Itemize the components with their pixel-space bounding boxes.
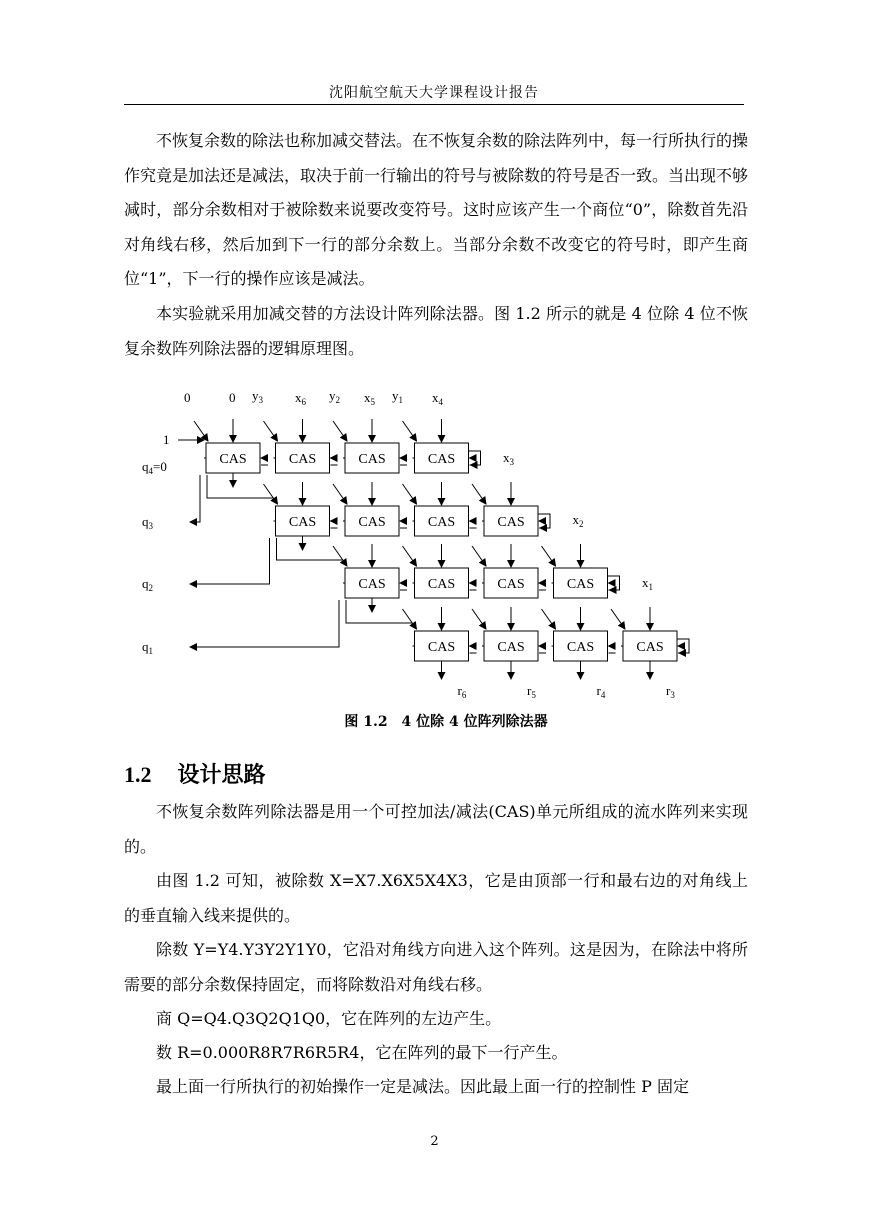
divisor-diagonal-in [611,609,625,629]
top-input-label: $y_3$ [252,388,263,405]
top-input-label: $x_4$ [432,390,443,407]
section-number: 1.2 [124,762,152,787]
top-input-label: $x_6$ [295,390,306,407]
quotient-label: $q_2$ [142,576,153,593]
divisor-diagonal-in [542,609,556,629]
divisor-diagonal-in [403,484,417,504]
quotient-label: $q_1$ [142,639,153,656]
row-input-label: $x_1$ [642,575,653,592]
cas-cell-label: CAS [427,640,456,655]
top-input-label: $y_2$ [329,388,340,405]
quotient-out [190,475,200,522]
remainder-label: $r_4$ [596,683,606,700]
header-rule [124,104,744,105]
cas-cell-label: CAS [566,640,595,655]
row-input-label: $x_3$ [503,450,514,467]
page-header: 沈阳航空航天大学课程设计报告 [329,85,539,101]
row-input-label: $x_2$ [572,512,584,529]
divisor-diagonal-in [194,421,208,441]
cas-cell-label: CAS [566,577,595,592]
cas-cell-label: CAS [358,452,386,467]
paragraph-7: 数 R=0.000R8R7R6R5R4，它在阵列的最下一行产生。 [156,1043,568,1062]
top-input-label: $x_5$ [364,390,375,407]
figure-caption: 图 1.2 4 位除 4 位阵列除法器 [344,714,548,730]
remainder-label: $r_3$ [666,683,675,700]
quotient-label: $q_4=0$ [142,459,167,476]
divisor-diagonal-in [472,609,486,629]
paragraph-2: 本实验就采用加减交替的方法设计阵列除法器。图 1.2 所示的就是 4 位除 4 位不恢复余数阵列除法器的逻辑原理图。 [124,304,748,358]
top-input-label: 0 [184,390,191,405]
cas-cell-label: CAS [219,452,247,467]
page-number: 2 [430,1134,439,1149]
divisor-diagonal-in [333,484,347,504]
cas-cell-label: CAS [288,452,317,467]
divisor-diagonal-in [264,484,278,504]
divisor-diagonal-in [403,609,417,629]
cas-cell-label: CAS [358,515,386,530]
divisor-diagonal-in [333,546,347,566]
cas-cell-label: CAS [427,577,456,592]
divider-array-diagram [0,380,869,700]
cas-cell-label: CAS [427,452,456,467]
quotient-out [190,600,339,647]
paragraph-5: 除数 Y=Y4.Y3Y2Y1Y0，它沿对角线方向进入这个阵列。这是因为，在除法中将所需要的部分余数保持固定，而将除数沿对角线右移。 [124,940,748,994]
paragraph-8: 最上面一行所执行的初始操作一定是减法。因此最上面一行的控制性 P 固定 [156,1077,689,1096]
divisor-diagonal-in [333,421,347,441]
remainder-label: $r_5$ [527,683,536,700]
cas-cell-label: CAS [636,640,664,655]
section-heading [124,758,266,789]
divisor-diagonal-in [472,484,486,504]
cas-cell-label: CAS [497,577,525,592]
quotient-out [190,538,270,584]
top-input-label: $y_1$ [392,388,403,405]
remainder-label: $r_6$ [457,683,467,700]
cas-cell-label: CAS [427,515,456,530]
cas-cell-label: CAS [497,640,525,655]
divisor-diagonal-in [472,546,486,566]
section-title: 设计思路 [177,762,266,788]
divisor-diagonal-in [542,546,556,566]
quotient-label: $q_3$ [142,514,153,531]
cas-cell-label: CAS [358,577,386,592]
row-feedback [346,600,413,623]
cas-cell-label: CAS [497,515,525,530]
divisor-diagonal-in [264,421,278,441]
control-input-label: 1 [163,432,170,447]
paragraph-6: 商 Q=Q4.Q3Q2Q1Q0，它在阵列的左边产生。 [156,1009,502,1028]
cas-cell-label: CAS [288,515,317,530]
divisor-diagonal-in [403,546,417,566]
divisor-diagonal-in [403,421,417,441]
row-feedback [207,475,274,498]
paragraph-3: 不恢复余数阵列除法器是用一个可控加法/减法(CAS)单元所组成的流水阵列来实现的。 [124,802,748,856]
top-input-label: 0 [229,390,236,405]
paragraph-4: 由图 1.2 可知，被除数 X=X7.X6X5X4X3，它是由顶部一行和最右边的对角线上的垂直输入线来提供的。 [124,871,748,925]
row-feedback [277,538,344,560]
paragraph-1: 不恢复余数的除法也称加减交替法。在不恢复余数的除法阵列中，每一行所执行的操作究竟是加法还是减法，取决于前一行输出的符号与被除数的符号是否一致。当出现不够减时，部分余数相对于被除数来说要改变符号。这时应该产生一个商位“0”，除数首先沿对角线右移，然后加到下一行的部分余数上。当部分余数不改变它的符号时，即产生商位“1”，下一行的操作应该是减法。 [124,131,749,288]
